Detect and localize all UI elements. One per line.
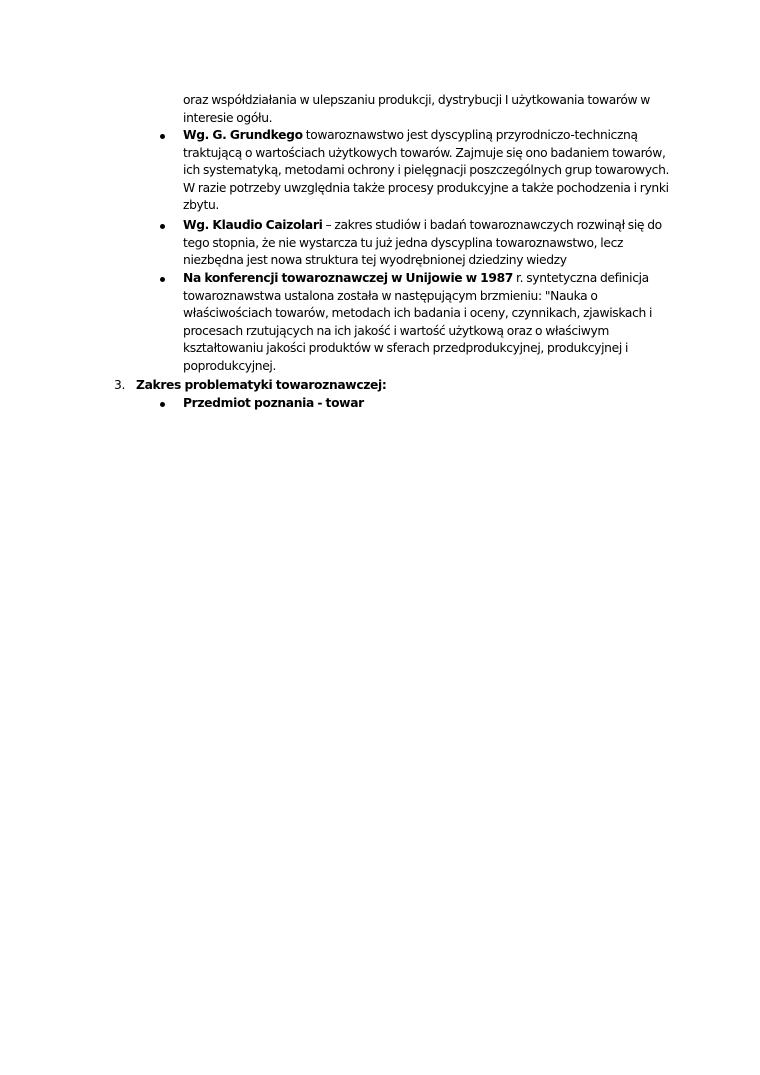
bullet-icon — [160, 277, 165, 282]
list-item-text: – zakres studiów i badań towaroznawczych rozwinął się do tego stopnia, że nie wystarcza tu już jedna dyscyplina towaroznawstwo, lecz niezbędna jest nowa struktura tej wyodrębnionej dziedziny wiedzy — [183, 218, 662, 268]
list-item — [183, 217, 673, 270]
section-title: Zakres problematyki towaroznawczej: — [136, 378, 387, 392]
list-item-bold: Na konferencji towaroznawczej w Unijowie w 1987 — [183, 271, 513, 285]
bullet-icon — [160, 224, 165, 229]
list-item-text: r. syntetyczna definicja towaroznawstwa ustalona została w następującym brzmieniu: "Nauka o właściwościach towarów, metodach ich badania i oceny, czynnikach, zjawiskach i procesach rzutujących na ich jakość i wartość użytkową oraz o właściwym kształtowaniu jakości produktów w sferach przedprodukcyjnej, produkcyjnej i poprodukcyjnej. — [183, 271, 653, 373]
list-item-bold: Przedmiot poznania - towar — [183, 396, 364, 410]
list-item-bold: Wg. G. Grundkego — [183, 128, 303, 142]
list-item-text: towaroznawstwo jest dyscypliną przyrodniczo-techniczną traktującą o wartościach użytkowych towarów. Zajmuje się ono badaniem towarów, ich systematyką, metodami ochrony i pielęgnacji poszczególnych grup towarowych. W razie potrzeby uwzględnia także procesy produkcyjne a także pochodzenia i rynki zbytu. — [183, 128, 670, 213]
list-item-bold: Wg. Klaudio Caizolari — [183, 218, 323, 232]
continuation-paragraph: oraz współdziałania w ulepszaniu produkcji, dystrybucji I użytkowania towarów w interesie ogółu. — [183, 93, 650, 125]
bullet-icon — [160, 134, 165, 139]
bullet-icon — [160, 402, 165, 407]
section-heading — [114, 377, 636, 395]
section-number: 3. — [114, 378, 126, 392]
list-item — [183, 270, 673, 376]
list-item — [183, 127, 673, 215]
list-item — [183, 395, 673, 413]
